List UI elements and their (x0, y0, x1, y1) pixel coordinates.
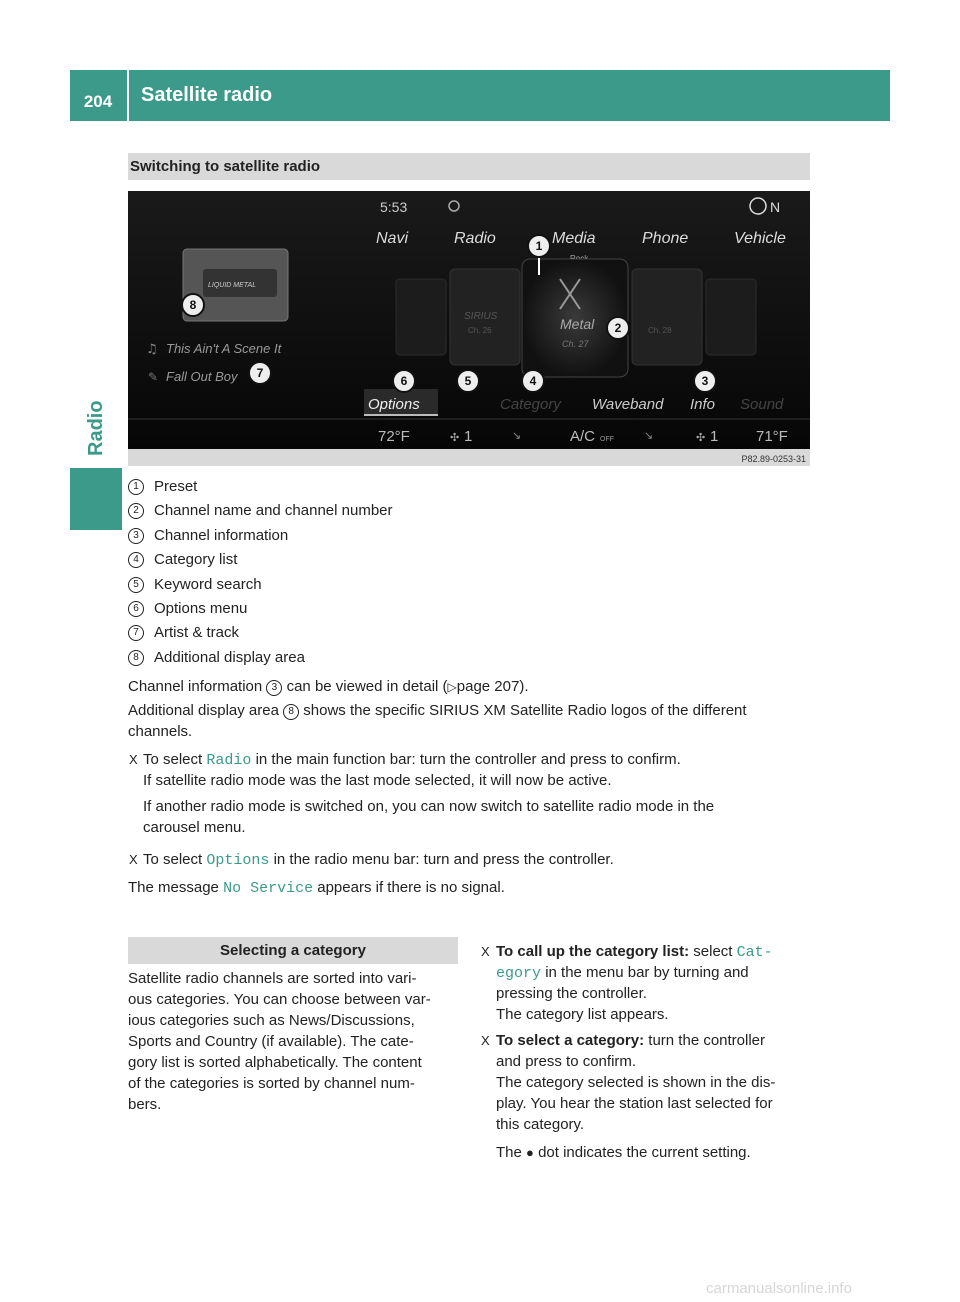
legend-text: Category list (154, 551, 238, 569)
text: The (496, 1144, 522, 1161)
callout-7-label: 7 (256, 366, 264, 380)
text-line: of the categories is sorted by channel num- (128, 1075, 415, 1092)
callout-3-label: 3 (701, 374, 709, 388)
ac-off-label: OFF (600, 436, 614, 443)
footer-watermark: carmanualsonline.info (706, 1280, 852, 1297)
climate-right-temp[interactable]: 71°F (756, 428, 788, 445)
channel-number: Ch. 27 (562, 339, 589, 349)
message-no-service: No Service (223, 880, 314, 897)
ac-label[interactable]: A/C (570, 428, 596, 445)
fan-right-level[interactable]: 1 (710, 428, 719, 445)
legend-text: Keyword search (154, 575, 262, 593)
air-left-icon: ↘ (512, 430, 522, 442)
legend-num: 2 (128, 503, 144, 519)
artist-icon: ✎ (148, 370, 159, 384)
page-number: 204 (83, 92, 113, 111)
page-ref-arrow-icon: ▷ (447, 680, 457, 694)
legend-num: 8 (128, 650, 144, 666)
legend-text: Channel information (154, 526, 289, 544)
header-divider (127, 70, 129, 121)
text: can be viewed in detail ( (286, 678, 448, 695)
air-right-icon: ↘ (644, 430, 654, 442)
text: Channel information (128, 678, 263, 695)
legend-num: 7 (128, 625, 144, 641)
section-heading-text: Switching to satellite radio (130, 158, 321, 175)
menu-item-radio: Radio (206, 752, 252, 769)
step-title: To call up the category list: (496, 943, 690, 960)
preset-card-far-right[interactable] (706, 279, 756, 355)
section-category-intro (128, 968, 431, 1115)
legend-num: 5 (128, 577, 144, 593)
text-line: bers. (128, 1096, 162, 1113)
side-tab-text: Radio (85, 400, 107, 456)
text: carousel menu. (143, 819, 246, 836)
legend-text: Artist & track (154, 624, 240, 642)
section-heading-text: Selecting a category (220, 942, 366, 959)
text: The category selected is shown in the dis- (496, 1074, 776, 1091)
text: in the radio menu bar: turn and press the controller. (273, 851, 614, 868)
nav-media[interactable]: Media (552, 230, 596, 247)
callout-4-label: 4 (529, 374, 537, 388)
text: and press to confirm. (496, 1053, 637, 1070)
legend-num: 1 (128, 479, 144, 495)
callout-ref: 8 (283, 704, 299, 720)
callout-6-label: 6 (400, 374, 408, 388)
text: channels. (128, 723, 193, 740)
text-line: gory list is sorted alphabetically. The content (128, 1054, 422, 1071)
section-heading (128, 937, 458, 964)
figure-code: P82.89-0253-31 (741, 454, 806, 464)
text: The message (128, 879, 219, 896)
text: appears if there is no signal. (317, 879, 505, 896)
callout-1-label: 1 (535, 239, 543, 253)
preset-card-left-channel: Ch. 26 (468, 326, 492, 335)
text: select (693, 943, 733, 960)
preset-card-right[interactable] (632, 269, 702, 365)
text: To select (143, 751, 203, 768)
paragraph-no-service (128, 877, 505, 899)
menu-options[interactable]: Options (368, 396, 420, 413)
text: this category. (496, 1116, 585, 1133)
step-select-radio (143, 749, 681, 771)
compass-heading: N (770, 199, 781, 215)
page-title: Satellite radio (141, 84, 273, 106)
legend-num: 6 (128, 601, 144, 617)
step-arrow-icon: X (129, 852, 138, 867)
figure-code-strip (128, 449, 810, 466)
preset-card-left-name: SIRIUS (464, 311, 498, 322)
text: in the menu bar by turning and (545, 964, 749, 981)
menu-category[interactable]: Category (500, 396, 561, 413)
menu-waveband[interactable]: Waveband (592, 396, 664, 413)
callout-8-label: 8 (189, 298, 197, 312)
artist-name: Fall Out Boy (166, 369, 238, 384)
text: To select (143, 851, 203, 868)
nav-phone[interactable]: Phone (642, 230, 689, 247)
text-line: Satellite radio channels are sorted into vari- (128, 970, 417, 987)
legend-text: Options menu (154, 599, 248, 617)
text: dot indicates the current setting. (538, 1144, 751, 1161)
step-arrow-icon: X (481, 944, 490, 959)
channel-logo-text: LIQUID METAL (208, 282, 257, 289)
current-setting-note (496, 1142, 751, 1163)
climate-left-temp[interactable]: 72°F (378, 428, 410, 445)
text: turn the controller (648, 1032, 766, 1049)
fan-left-level[interactable]: 1 (464, 428, 473, 445)
dot-icon: ● (526, 1145, 534, 1160)
nav-vehicle[interactable]: Vehicle (734, 230, 786, 247)
step-select-options (143, 849, 614, 871)
step-call-category-list (496, 941, 773, 963)
menu-item-category-cont: egory (496, 965, 542, 982)
text: If satellite radio mode was the last mode selected, it will now be active. (143, 772, 612, 789)
section-heading (128, 153, 810, 180)
track-title: This Ain't A Scene It (166, 341, 282, 356)
text: The category list appears. (496, 1006, 669, 1023)
legend-text: Additional display area (154, 648, 305, 666)
nav-radio[interactable]: Radio (454, 230, 496, 247)
step-select-category (496, 1030, 765, 1051)
paragraph-channel-info (128, 676, 529, 698)
channel-name: Metal (560, 316, 595, 332)
track-icon: ♫ (146, 342, 158, 357)
fan-right-icon: ✣ (696, 432, 706, 444)
text-line: ous categories. You can choose between var- (128, 991, 431, 1008)
text-line: Sports and Country (if available). The cate- (128, 1033, 414, 1050)
step-title: To select a category: (496, 1032, 645, 1049)
text: Additional display area (128, 702, 279, 719)
text: play. You hear the station last selected for (496, 1095, 773, 1112)
fan-left-icon: ✣ (450, 432, 460, 444)
step-arrow-icon: X (129, 752, 138, 767)
text: shows the specific SIRIUS XM Satellite Radio logos of the different (303, 702, 747, 719)
menu-info[interactable]: Info (690, 396, 716, 413)
step-call-category-list-cont (496, 962, 749, 984)
nav-navi[interactable]: Navi (376, 230, 409, 247)
legend-text: Channel name and channel number (154, 502, 393, 520)
text: in the main function bar: turn the controller and press to confirm. (255, 751, 681, 768)
radio-screen-figure (128, 191, 810, 466)
callout-2-label: 2 (614, 321, 622, 335)
legend-num: 4 (128, 552, 144, 568)
menu-sound[interactable]: Sound (740, 396, 784, 413)
text: If another radio mode is switched on, you can now switch to satellite radio mode in the (143, 798, 715, 815)
menu-item-category: Cat‐ (736, 944, 773, 961)
legend-num: 3 (128, 528, 144, 544)
preset-card-far-left[interactable] (396, 279, 446, 355)
paragraph-display-area (128, 700, 747, 721)
page-ref-link[interactable]: page 207). (456, 678, 529, 695)
text-line: ious categories such as News/Discussions, (128, 1012, 415, 1029)
menu-item-options: Options (206, 852, 270, 869)
side-tab-block (70, 468, 122, 530)
status-time: 5:53 (380, 199, 408, 215)
radio-screen-svg (128, 191, 810, 466)
legend-text: Preset (154, 478, 198, 495)
text: pressing the controller. (496, 985, 647, 1002)
callout-5-label: 5 (464, 374, 472, 388)
callout-ref: 3 (266, 680, 282, 696)
preset-card-right-channel: Ch. 28 (648, 326, 672, 335)
step-arrow-icon: X (481, 1033, 490, 1048)
